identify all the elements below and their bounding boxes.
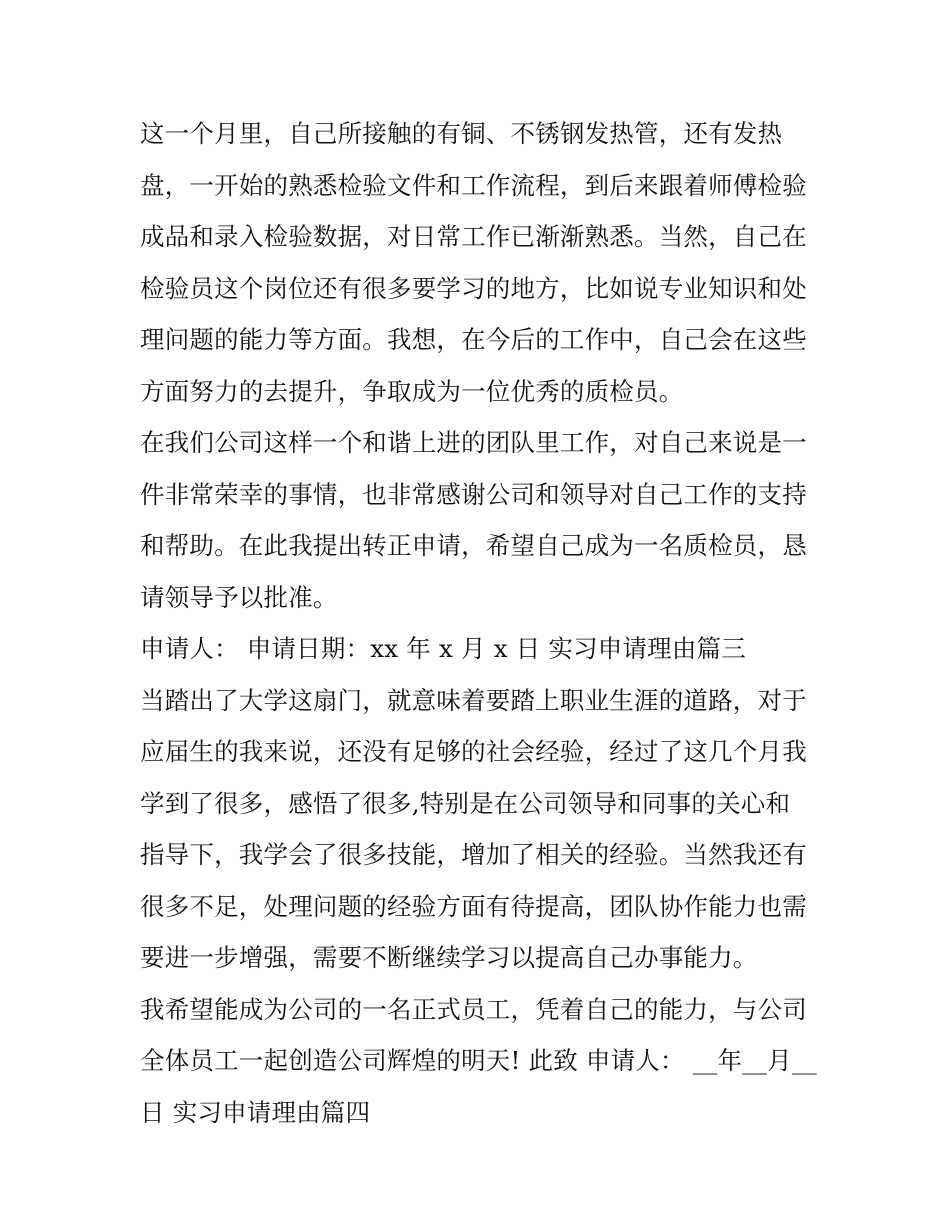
text-line: 盘，一开始的熟悉检验文件和工作流程，到后来跟着师傅检验 bbox=[140, 170, 807, 200]
closing-line: 全体员工一起创造公司辉煌的明天! 此致 申请人： __年__月__ bbox=[140, 1046, 817, 1075]
text-line: 我希望能成为公司的一名正式员工，凭着自己的能力，与公司 bbox=[140, 994, 807, 1024]
applicant-date-line: 申请人： 申请日期：xx 年 x 月 x 日 实习申请理由篇三 bbox=[140, 634, 746, 663]
document-body bbox=[140, 108, 820, 1138]
text-line: 要进一步增强，需要不断继续学习以提高自己办事能力。 bbox=[140, 943, 758, 972]
text-line: 很多不足，处理问题的经验方面有待提高，团队协作能力也需 bbox=[140, 891, 807, 921]
text-line: 应届生的我来说，还没有足够的社会经验，经过了这几个月我 bbox=[140, 737, 807, 766]
text-line: 学到了很多，感悟了很多,特别是在公司领导和同事的关心和 bbox=[140, 788, 791, 818]
text-line: 方面努力的去提升，争取成为一位优秀的质检员。 bbox=[140, 376, 684, 406]
text-line: 这一个月里，自己所接触的有铜、不锈钢发热管，还有发热 bbox=[140, 119, 783, 148]
text-line: 和帮助。在此我提出转正申请，希望自己成为一名质检员，恳 bbox=[140, 531, 807, 560]
text-line: 在我们公司这样一个和谐上进的团队里工作，对自己来说是一 bbox=[140, 428, 807, 457]
text-line: 件非常荣幸的事情，也非常感谢公司和领导对自己工作的支持 bbox=[140, 479, 807, 509]
text-line: 当踏出了大学这扇门，就意味着要踏上职业生涯的道路，对于 bbox=[140, 685, 807, 715]
text-line: 请领导予以批准。 bbox=[140, 582, 338, 612]
text-line: 成品和录入检验数据，对日常工作已渐渐熟悉。当然，自己在 bbox=[140, 222, 807, 251]
section-heading-line: 日 实习申请理由篇四 bbox=[140, 1097, 371, 1127]
text-line: 指导下，我学会了很多技能，增加了相关的经验。当然我还有 bbox=[140, 840, 807, 869]
text-line: 理问题的能力等方面。我想，在今后的工作中，自己会在这些 bbox=[140, 325, 807, 354]
text-line: 检验员这个岗位还有很多要学习的地方，比如说专业知识和处 bbox=[140, 273, 807, 303]
